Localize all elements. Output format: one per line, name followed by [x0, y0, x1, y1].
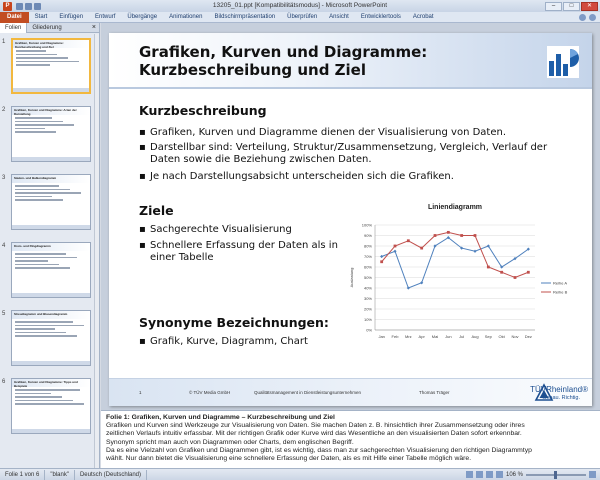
- status-bar: [0, 468, 600, 480]
- thumbnail-text-line: [15, 196, 52, 198]
- thumbnail-number: 5: [2, 311, 6, 317]
- thumbnail-text-line: [15, 124, 74, 126]
- quick-access-toolbar: [16, 3, 41, 10]
- thumbnail-title: Kreis- und Ringdiagramm: [12, 243, 90, 251]
- thumbnail-text-line: [16, 50, 46, 52]
- data-point: [393, 250, 396, 253]
- footer-slogan: Genau. Richtig.: [542, 395, 580, 401]
- thumbnail-text-line: [15, 403, 84, 405]
- title-bar: [0, 0, 600, 12]
- slide-thumbnails: [0, 34, 99, 468]
- slide-canvas[interactable]: [109, 33, 592, 406]
- x-tick-label: Apr: [418, 334, 425, 339]
- thumbnail-title: Grafiken, Kurven und Diagramme: Arten der Darstellung: [12, 107, 90, 115]
- thumbnail-scrollbar[interactable]: [94, 34, 99, 468]
- thumbnail-text-line: [15, 121, 63, 123]
- bullet-item: [139, 240, 344, 264]
- redo-icon[interactable]: [34, 3, 41, 10]
- thumbnail-text-line: [15, 328, 55, 330]
- data-point: [473, 250, 476, 253]
- tab-ansicht[interactable]: Ansicht: [329, 13, 349, 20]
- status-right: [466, 471, 596, 478]
- tab-acrobat[interactable]: Acrobat: [412, 13, 434, 20]
- thumbnail-text-line: [15, 199, 63, 201]
- data-point: [527, 271, 530, 274]
- minimize-button[interactable]: –: [545, 2, 562, 11]
- x-tick-label: Sep: [484, 334, 492, 339]
- thumbnail-text-line: [15, 257, 77, 259]
- status-language[interactable]: Deutsch (Deutschland): [75, 470, 147, 480]
- legend-label: Reihe B: [553, 289, 568, 295]
- slide-title-line2: Kurzbeschreibung und Ziel: [139, 61, 366, 79]
- thumbnail-text-line: [15, 335, 77, 337]
- tab-entwurf[interactable]: Entwurf: [95, 13, 116, 20]
- y-tick-label: 0%: [366, 327, 372, 333]
- thumbnail-text-line: [15, 321, 73, 323]
- x-tick-label: Mrz: [404, 334, 412, 339]
- bullet-marker: ▪: [139, 142, 146, 153]
- bullet-marker: ▪: [139, 336, 146, 347]
- thumbnail-number: 3: [2, 175, 6, 181]
- data-point: [380, 260, 383, 263]
- x-tick-label: Okt: [498, 334, 505, 339]
- y-tick-label: 10%: [363, 317, 372, 322]
- y-tick-label: 20%: [363, 306, 372, 312]
- slide-editing-area: [101, 23, 600, 410]
- section-heading-ziele: Ziele: [139, 203, 174, 218]
- thumbnail-text-line: [15, 189, 70, 191]
- tab-einfuegen[interactable]: Einfügen: [59, 13, 84, 20]
- thumbnail-preview: [11, 38, 91, 94]
- bullet-marker: ▪: [139, 171, 146, 182]
- slide-thumbnail[interactable]: [0, 38, 99, 96]
- thumbnail-text-line: [15, 131, 56, 133]
- chart-logo-icon: [546, 45, 580, 79]
- thumbnail-title: Grafiken, Kurven und Diagramme: Kurzbeschreibung und Ziel: [13, 40, 89, 48]
- slide-header: [109, 33, 592, 89]
- thumbnail-preview: [11, 310, 91, 366]
- slides-pane: [0, 23, 100, 468]
- section-heading-kurzbeschreibung: Kurzbeschreibung: [139, 103, 267, 118]
- y-tick-label: 80%: [363, 243, 372, 249]
- thumbnail-number: 4: [2, 243, 6, 249]
- help-icon[interactable]: [589, 14, 596, 21]
- data-point: [434, 234, 437, 237]
- thumbnail-text-line: [15, 400, 73, 402]
- thumbnail-text-line: [15, 192, 81, 194]
- legend-label: Reihe A: [553, 280, 568, 286]
- footer-page-number: 1: [139, 390, 142, 395]
- notes-line: Synonym spricht man auch von Diagrammen oder Charts, dem englischen Begriff.: [106, 438, 354, 446]
- data-point: [380, 255, 383, 258]
- thumbnail-text-line: [15, 117, 52, 119]
- zoom-slider[interactable]: [526, 474, 586, 476]
- x-tick-label: Jul: [459, 334, 465, 339]
- thumbnail-text-line: [16, 64, 50, 66]
- x-tick-label: Jun: [445, 334, 452, 339]
- window-title: 13205_01.ppt [Kompatibilitätsmodus] - Microsoft PowerPoint: [212, 2, 388, 9]
- slide-thumbnail[interactable]: [0, 310, 99, 368]
- slide-thumbnail[interactable]: [0, 174, 99, 232]
- thumbnail-number: 1: [2, 39, 6, 45]
- slide-thumbnail[interactable]: [0, 106, 99, 164]
- zoom-level[interactable]: 106 %: [505, 471, 523, 478]
- save-icon[interactable]: [16, 3, 23, 10]
- window-controls: [545, 2, 598, 11]
- tab-uebergaenge[interactable]: Übergänge: [127, 13, 158, 20]
- undo-icon[interactable]: [25, 3, 32, 10]
- data-point: [447, 231, 450, 234]
- x-tick-label: Jan: [378, 334, 385, 339]
- y-tick-label: 50%: [363, 275, 372, 280]
- powerpoint-app-icon[interactable]: P: [3, 2, 12, 11]
- bullet-item: [139, 142, 579, 166]
- thumbnail-text-line: [15, 393, 51, 395]
- thumbnail-text-line: [15, 332, 66, 334]
- thumbnail-footer: [12, 429, 90, 433]
- thumbnail-title: Grafiken, Kurven und Diagramme: Tipps und Beispiele: [12, 379, 90, 387]
- bullet-text: Sachgerechte Visualisierung: [150, 224, 292, 235]
- thumbnail-text-line: [15, 185, 59, 187]
- maximize-button[interactable]: □: [563, 2, 580, 11]
- tab-start[interactable]: Start: [34, 13, 48, 20]
- thumbnail-text-line: [15, 325, 84, 327]
- x-tick-label: Nov: [511, 334, 519, 339]
- thumbnail-footer: [12, 225, 90, 229]
- y-axis-label: Auslastung: [349, 267, 354, 288]
- footer-copyright: © TÜV Media GmbH: [189, 390, 231, 395]
- data-point: [394, 245, 397, 248]
- ribbon-tabs: [0, 12, 600, 23]
- thumbnail-text-line: [16, 57, 68, 59]
- ribbon-right-controls: [579, 14, 596, 21]
- bullet-text: Grafiken, Kurven und Diagramme dienen der Visualisierung von Daten.: [150, 127, 507, 138]
- tab-entwicklertools[interactable]: Entwicklertools: [360, 13, 401, 20]
- thumbnail-title: Säulen- und Balkendiagramm: [12, 175, 90, 183]
- bullet-text: Darstellbar sind: Verteilung, Struktur/Zusammensetzung, Vergleich, Verlauf der Daten sowie die Beziehung zwischen Daten.: [150, 142, 548, 165]
- series-line: [382, 232, 529, 277]
- bullet-marker: ▪: [139, 127, 146, 138]
- series-line: [382, 238, 529, 288]
- x-tick-label: Dez: [524, 334, 532, 339]
- bullet-text: Schnellere Erfassung der Daten als in einer Tabelle: [150, 240, 338, 263]
- thumbnail-preview: [11, 106, 91, 162]
- slideshow-icon[interactable]: [496, 471, 503, 478]
- thumbnail-preview: [11, 174, 91, 230]
- y-tick-label: 70%: [363, 254, 372, 259]
- normal-view-icon[interactable]: [466, 471, 473, 478]
- y-tick-label: 40%: [363, 285, 372, 291]
- y-tick-label: 30%: [363, 296, 372, 301]
- thumbnail-text-line: [15, 128, 45, 130]
- y-tick-label: 60%: [363, 264, 372, 270]
- thumbnail-text-line: [15, 264, 59, 266]
- line-chart[interactable]: [347, 195, 582, 345]
- y-tick-label: 90%: [363, 233, 372, 238]
- slide-title[interactable]: [139, 43, 479, 79]
- thumbnail-text-line: [16, 61, 79, 63]
- slide-thumbnail[interactable]: [0, 242, 99, 300]
- tab-ueberpruefen[interactable]: Überprüfen: [287, 13, 318, 20]
- notes-line: Da es eine Vielzahl von Grafiken und Diagrammen gibt, ist es wichtig, dass man zur sachgerechten Visualisierung den richtigen Diagrammtyp: [106, 446, 532, 454]
- data-point: [420, 247, 423, 250]
- thumbnail-text-line: [15, 396, 62, 398]
- status-slide-count: Folie 1 von 6: [0, 470, 45, 480]
- tab-datei[interactable]: Datei: [0, 12, 29, 23]
- reading-view-icon[interactable]: [486, 471, 493, 478]
- thumbnail-footer: [12, 361, 90, 365]
- thumbnail-text-line: [15, 253, 66, 255]
- notes-line: zeitlichen Verlaufs intuitiv erfassbar. Mit der richtigen Grafik oder Kurve wird das Wesentliche an den visualisierten Daten sofort erkennbar.: [106, 430, 522, 438]
- tab-bildschirmpraesentation[interactable]: Bildschirmpräsentation: [214, 13, 276, 20]
- slide-footer: [109, 378, 592, 406]
- x-tick-label: Mai: [431, 334, 439, 339]
- footer-author: Thomas Träger: [419, 390, 450, 395]
- bullet-marker: ▪: [139, 224, 146, 235]
- data-point: [487, 266, 490, 269]
- x-tick-label: Aug: [471, 334, 479, 339]
- slide-thumbnail[interactable]: [0, 378, 99, 436]
- thumbnail-footer: [13, 88, 89, 92]
- close-button[interactable]: ✕: [581, 2, 598, 11]
- close-icon[interactable]: ×: [91, 24, 96, 31]
- slide-title-line1: Grafiken, Kurven und Diagramme:: [139, 43, 428, 61]
- notes-pane[interactable]: [101, 410, 600, 468]
- bullet-item: [139, 127, 579, 139]
- thumbnail-preview: [11, 242, 91, 298]
- ribbon-collapse-icon[interactable]: [579, 14, 586, 21]
- data-point: [474, 234, 477, 237]
- data-point: [500, 271, 503, 274]
- thumbnail-text-line: [15, 260, 48, 262]
- footer-brand: TÜVRheinland®: [530, 385, 588, 394]
- notes-title: Folie 1: Grafiken, Kurven und Diagramme – Kurzbeschreibung und Ziel: [106, 414, 335, 421]
- slide-sorter-icon[interactable]: [476, 471, 483, 478]
- notes-line: Grafiken und Kurven sind Werkzeuge zur Visualisierung von Daten. Sie machen Daten z. B. hinsichtlich ihrer Zusammensetzung oder ihres: [106, 422, 525, 430]
- section-heading-synonyme: Synonyme Bezeichnungen:: [139, 315, 329, 330]
- bullet-item: [139, 224, 344, 236]
- thumbnail-title: Streudiagramm und Blasendiagramm: [12, 311, 90, 319]
- data-point: [407, 286, 410, 289]
- x-tick-label: Feb: [391, 334, 399, 339]
- bullet-item: [139, 171, 579, 183]
- bullet-marker: ▪: [139, 240, 146, 251]
- thumbnail-text-line: [15, 267, 70, 269]
- tab-gliederung[interactable]: Gliederung: [32, 24, 62, 31]
- fit-to-window-icon[interactable]: [589, 471, 596, 478]
- data-point: [420, 281, 423, 284]
- notes-line: wählt. Nur dann bietet die Visualisierung eine schnellere Erfassung der Daten, als es mit Hilfe einer Tabelle möglich wäre.: [106, 455, 472, 463]
- footer-subject: Qualitätsmanagement in Dienstleistungsunternehmen: [254, 390, 362, 395]
- data-point: [407, 239, 410, 242]
- thumbnail-text-line: [16, 54, 57, 56]
- data-point: [460, 234, 463, 237]
- data-point: [514, 276, 517, 279]
- thumbnail-number: 6: [2, 379, 6, 385]
- tab-folien[interactable]: Folien: [0, 23, 27, 33]
- tab-animationen[interactable]: Animationen: [169, 13, 203, 20]
- chart-title: Liniendiagramm: [427, 204, 483, 211]
- y-tick-label: 100%: [361, 222, 372, 228]
- pane-tabs: [0, 23, 99, 33]
- thumbnail-preview: [11, 378, 91, 434]
- thumbnail-number: 2: [2, 107, 6, 113]
- bullet-text: Grafik, Kurve, Diagramm, Chart: [150, 336, 308, 347]
- thumbnail-footer: [12, 293, 90, 297]
- thumbnail-text-line: [15, 389, 80, 391]
- thumbnail-footer: [12, 157, 90, 161]
- bullet-text: Je nach Darstellungsabsicht unterscheiden sich die Grafiken.: [150, 171, 454, 182]
- status-theme: "blank": [45, 470, 75, 480]
